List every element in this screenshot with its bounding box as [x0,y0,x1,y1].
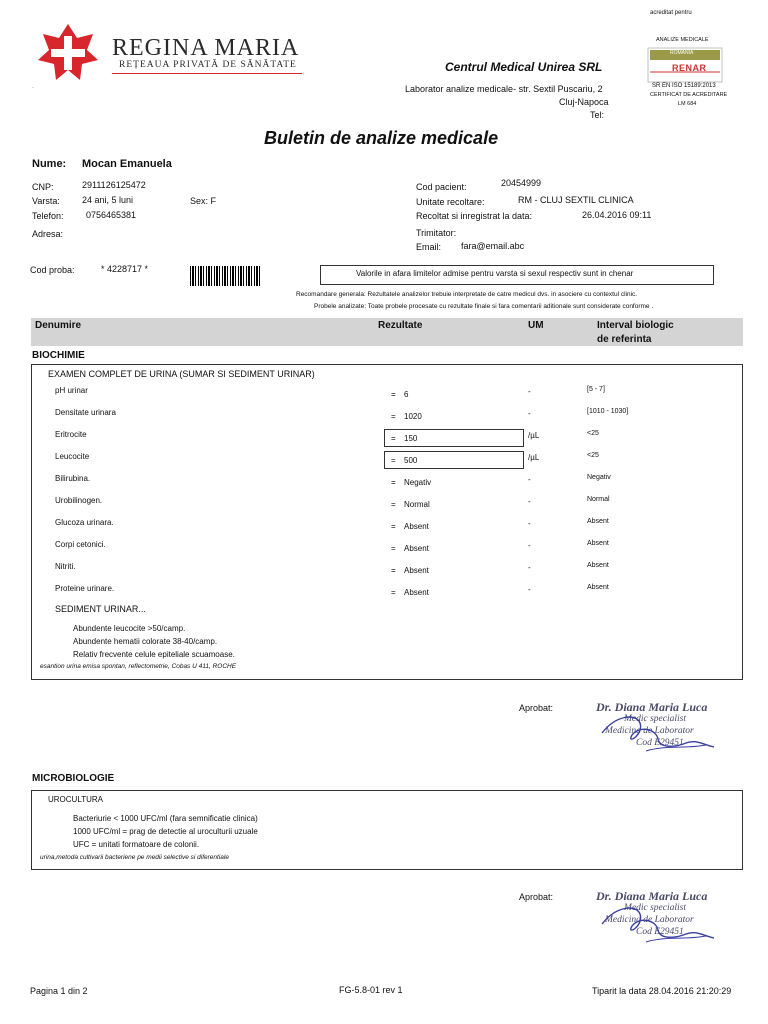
age-value: 24 ani, 5 luni [82,195,134,205]
page-title: Buletin de analize medicale [264,128,499,148]
reference-interval: Absent [587,584,609,591]
col-um: UM [528,320,544,331]
urocultura-line-2: 1000 UFC/ml = prag de detectie al uroculturii uzuale [73,827,258,836]
result-eq: = [391,478,396,487]
accred-line-5: LM 684 [678,101,697,107]
section-microbiologie: MICROBIOLOGIE [32,773,115,784]
reference-interval: [5 - 7] [587,386,605,393]
result-um: - [528,563,531,572]
result-um: - [528,387,531,396]
center-name: Centrul Medical Unirea SRL [445,60,603,74]
reference-interval: Absent [587,562,609,569]
recomandare-text: Recomandare generala: Rezultatele analizelor trebuie interpretate de catre medicul dvs. in asociere cu contextul clinic. [296,291,638,298]
sig1-name: Dr. Diana Maria Luca [596,700,708,714]
signature-scribble-1-icon [596,705,724,755]
test-name: Bilirubina. [55,474,91,483]
result-value: Absent [404,522,429,531]
reference-interval: Absent [587,518,609,525]
col-interval-2: de referinta [597,334,652,345]
address-label: Adresa: [32,229,64,239]
sig1-line-3: Cod E29451 [636,738,684,748]
urocultura-line-1: Bacteriurie < 1000 UFC/ml (fara semnificatie clinica) [73,814,258,823]
result-eq: = [391,566,396,575]
accred-line-3: SR EN ISO 15189:2013 [652,83,716,89]
result-value: 150 [404,434,418,443]
result-eq: = [391,412,396,421]
method-urocultura: urina,metoda cultivarii bacteriene pe medii selective si diferentiale [40,854,229,861]
brand-underline [112,73,302,74]
unitate-label: Unitate recoltare: [416,197,485,207]
regina-maria-star-icon [36,22,100,82]
name-label: Nume: [32,158,67,170]
exam-title-urina: EXAMEN COMPLET DE URINA (SUMAR SI SEDIMENT URINAR) [48,369,315,379]
result-um: - [528,519,531,528]
reference-interval: <25 [587,452,599,459]
result-eq: = [391,390,396,399]
sig2-line-3: Cod E29451 [636,927,684,937]
test-name: Glucoza urinara. [55,518,114,527]
signature-scribble-2-icon [596,894,724,946]
footer-printed: Tiparit la data 28.04.2016 21:20:29 [592,986,732,996]
reference-interval: Absent [587,540,609,547]
accred-line-2: ANALIZE MEDICALE [656,37,709,43]
footer-page: Pagina 1 din 2 [30,986,88,996]
col-denumire: Denumire [35,320,82,331]
accred-line-1: acreditat pentru [650,10,692,16]
renar-text: RENAR [672,63,707,73]
result-value: Absent [404,544,429,553]
cnp-value: 2911126125472 [82,180,146,190]
test-name: pH urinar [55,386,88,395]
result-value: 1020 [404,412,422,421]
phone-label: Telefon: [32,211,64,221]
result-value: Negativ [404,478,432,487]
barcode [190,266,260,286]
sediment-line-2: Abundente hematii colorate 38-40/camp. [73,637,218,646]
result-eq: = [391,544,396,553]
result-eq: = [391,500,396,509]
test-name: Corpi cetonici. [55,540,106,549]
lab-address: Laborator analize medicale- str. Sextil Puscariu, 2 [405,84,603,94]
col-interval-1: Interval biologic [597,320,674,331]
approval-label-1: Aprobat: [519,703,554,713]
probe-text: Probele analizate: Toate probele procesate cu rezultate finale si fara comentarii aditionale sunt considerate conforme . [314,303,654,310]
result-eq: = [391,588,396,597]
test-name: Eritrocite [55,430,87,439]
email-value: fara@email.abc [461,241,525,251]
sig2-line-2: Medicina de Laborator [605,915,694,925]
result-value: 6 [404,390,409,399]
result-value: 500 [404,456,418,465]
test-name: Nitriti. [55,562,76,571]
abnormal-result-box [384,429,524,447]
unitate-value: RM - CLUJ SEXTIL CLINICA [518,195,634,205]
sig2-line-1: Medic specialist [624,903,686,913]
test-name: Urobilinogen. [55,496,103,505]
sediment-line-1: Abundente leucocite >50/camp. [73,624,186,633]
phone-value: 0756465381 [86,210,137,220]
method-urina: esantion urina emisa spontan, reflectometrie, Cobas U 411, ROCHE [40,663,237,670]
cnp-label: CNP: [32,182,54,192]
lab-tel-label: Tel: [590,110,605,120]
age-label: Varsta: [32,196,60,206]
result-value: Normal [404,500,430,509]
cod-proba-value: * 4228717 * [101,264,149,274]
approval-label-2: Aprobat: [519,892,554,902]
sediment-line-3: Relativ frecvente celule epiteliale scuamoase. [73,650,235,659]
exam-title-urocultura: UROCULTURA [48,795,103,804]
result-value: Absent [404,566,429,575]
section-biochimie: BIOCHIMIE [32,350,85,361]
sediment-title: SEDIMENT URINAR... [55,604,146,614]
result-value: Absent [404,588,429,597]
result-um: - [528,585,531,594]
result-um: /µL [528,431,540,440]
result-um: - [528,475,531,484]
notice-text: Valorile in afara limitelor admise pentru varsta si sexul respectiv sunt in chenar [356,269,634,278]
result-eq: = [391,456,396,465]
urocultura-line-3: UFC = unitati formatoare de colonii. [73,840,200,849]
renar-top-text: ROMANIA [670,50,694,56]
reference-interval: Negativ [587,474,611,481]
result-um: /µL [528,453,540,462]
trimitator-label: Trimitator: [416,228,457,238]
test-name: Proteine urinare. [55,584,115,593]
result-um: - [528,497,531,506]
abnormal-result-box [384,451,524,469]
sex-value: Sex: F [190,196,217,206]
lab-city: Cluj-Napoca [559,97,609,107]
patient-name: Mocan Emanuela [82,158,172,170]
sig2-name: Dr. Diana Maria Luca [596,889,708,903]
brand-name: REGINA MARIA [112,35,300,61]
sig1-line-2: Medicina de Laborator [605,726,694,736]
reference-interval: <25 [587,430,599,437]
email-label: Email: [416,242,442,252]
header-dot: . [32,83,34,90]
cod-proba-label: Cod proba: [30,265,75,275]
reference-interval: Normal [587,496,610,503]
reference-interval: [1010 - 1030] [587,408,629,415]
result-um: - [528,409,531,418]
sig1-line-1: Medic specialist [624,714,686,724]
footer-form: FG-5.8-01 rev 1 [339,985,403,995]
accred-line-4: CERTIFICAT DE ACREDITARE [650,92,728,98]
recoltat-label: Recoltat si inregistrat la data: [416,211,533,221]
result-eq: = [391,434,396,443]
test-name: Densitate urinara [55,408,116,417]
result-um: - [528,541,531,550]
result-eq: = [391,522,396,531]
test-name: Leucocite [55,452,90,461]
recoltat-value: 26.04.2016 09:11 [582,210,652,220]
brand-tagline: REȚEAUA PRIVATĂ DE SĂNĂTATE [119,60,297,70]
cod-pacient-label: Cod pacient: [416,182,467,192]
cod-pacient-value: 20454999 [501,178,542,188]
col-rezultate: Rezultate [378,320,423,331]
